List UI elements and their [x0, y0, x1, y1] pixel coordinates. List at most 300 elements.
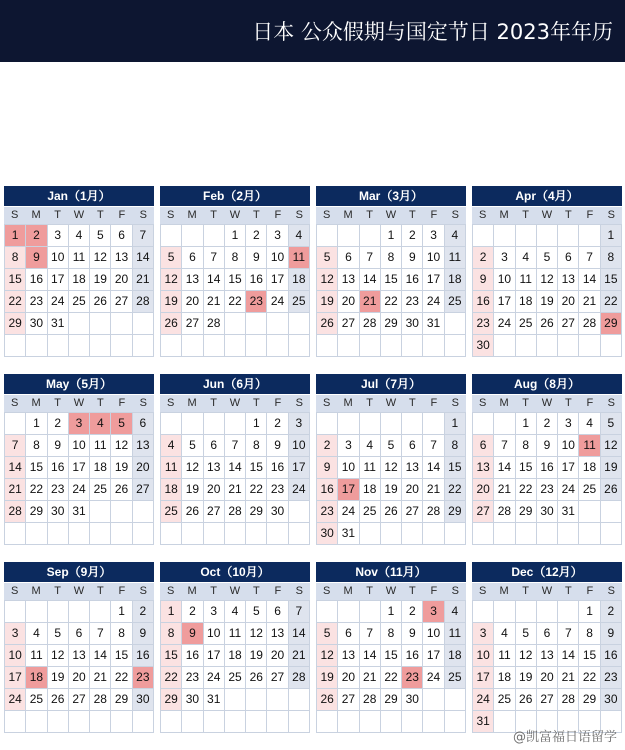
day-cell[interactable]: 27 — [267, 667, 288, 689]
day-cell[interactable]: 16 — [267, 457, 288, 479]
day-cell[interactable]: 28 — [579, 313, 600, 335]
day-cell[interactable]: 10 — [558, 435, 579, 457]
day-cell[interactable]: 18 — [360, 479, 381, 501]
day-cell[interactable]: 14 — [360, 645, 381, 667]
day-cell[interactable]: 5 — [48, 623, 69, 645]
day-cell[interactable]: 3 — [423, 225, 444, 247]
day-cell[interactable]: 22 — [5, 291, 26, 313]
day-cell[interactable]: 18 — [516, 291, 537, 313]
day-cell[interactable]: 4 — [289, 225, 310, 247]
day-cell[interactable]: 23 — [402, 291, 423, 313]
day-cell[interactable]: 11 — [445, 247, 466, 269]
day-cell[interactable]: 20 — [338, 667, 359, 689]
day-cell[interactable]: 1 — [381, 225, 402, 247]
day-cell[interactable]: 12 — [161, 269, 182, 291]
day-cell[interactable]: 14 — [360, 269, 381, 291]
day-cell[interactable]: 27 — [69, 689, 90, 711]
day-cell[interactable]: 12 — [246, 623, 267, 645]
day-cell[interactable]: 24 — [267, 291, 288, 313]
day-cell[interactable]: 23 — [601, 667, 622, 689]
day-cell[interactable]: 5 — [381, 435, 402, 457]
day-cell[interactable]: 25 — [494, 689, 515, 711]
day-cell[interactable]: 12 — [537, 269, 558, 291]
day-cell[interactable]: 26 — [182, 501, 203, 523]
day-cell[interactable]: 11 — [289, 247, 310, 269]
day-cell[interactable]: 24 — [69, 479, 90, 501]
day-cell[interactable]: 18 — [69, 269, 90, 291]
day-cell[interactable]: 4 — [225, 601, 246, 623]
day-cell[interactable]: 7 — [90, 623, 111, 645]
day-cell[interactable]: 10 — [423, 623, 444, 645]
day-cell[interactable]: 17 — [5, 667, 26, 689]
day-cell[interactable]: 16 — [473, 291, 494, 313]
day-cell[interactable]: 26 — [246, 667, 267, 689]
day-cell[interactable]: 5 — [317, 247, 338, 269]
day-cell[interactable]: 16 — [317, 479, 338, 501]
day-cell[interactable]: 19 — [48, 667, 69, 689]
day-cell[interactable]: 10 — [5, 645, 26, 667]
day-cell[interactable]: 9 — [402, 623, 423, 645]
day-cell[interactable]: 6 — [402, 435, 423, 457]
day-cell[interactable]: 25 — [161, 501, 182, 523]
day-cell[interactable]: 7 — [494, 435, 515, 457]
day-cell[interactable]: 18 — [579, 457, 600, 479]
day-cell[interactable]: 13 — [133, 435, 154, 457]
day-cell[interactable]: 17 — [473, 667, 494, 689]
day-cell[interactable]: 19 — [317, 291, 338, 313]
day-cell[interactable]: 24 — [338, 501, 359, 523]
day-cell[interactable]: 5 — [317, 623, 338, 645]
day-cell[interactable]: 14 — [5, 457, 26, 479]
day-cell[interactable]: 5 — [537, 247, 558, 269]
day-cell[interactable]: 24 — [289, 479, 310, 501]
day-cell[interactable]: 9 — [537, 435, 558, 457]
day-cell[interactable]: 23 — [402, 667, 423, 689]
day-cell[interactable]: 27 — [133, 479, 154, 501]
day-cell[interactable]: 14 — [579, 269, 600, 291]
day-cell[interactable]: 13 — [558, 269, 579, 291]
day-cell[interactable]: 3 — [423, 601, 444, 623]
day-cell[interactable]: 2 — [246, 225, 267, 247]
day-cell[interactable]: 19 — [601, 457, 622, 479]
day-cell[interactable]: 3 — [289, 413, 310, 435]
day-cell[interactable]: 31 — [338, 523, 359, 545]
day-cell[interactable]: 23 — [26, 291, 47, 313]
day-cell[interactable]: 3 — [267, 225, 288, 247]
day-cell[interactable]: 21 — [579, 291, 600, 313]
day-cell[interactable]: 31 — [473, 711, 494, 733]
day-cell[interactable]: 2 — [601, 601, 622, 623]
day-cell[interactable]: 11 — [69, 247, 90, 269]
day-cell[interactable]: 10 — [69, 435, 90, 457]
day-cell[interactable]: 8 — [26, 435, 47, 457]
day-cell[interactable]: 23 — [267, 479, 288, 501]
day-cell[interactable]: 9 — [133, 623, 154, 645]
day-cell[interactable]: 7 — [204, 247, 225, 269]
day-cell[interactable]: 3 — [5, 623, 26, 645]
day-cell[interactable]: 31 — [48, 313, 69, 335]
day-cell[interactable]: 11 — [90, 435, 111, 457]
day-cell[interactable]: 28 — [204, 313, 225, 335]
day-cell[interactable]: 26 — [516, 689, 537, 711]
day-cell[interactable]: 9 — [48, 435, 69, 457]
day-cell[interactable]: 17 — [69, 457, 90, 479]
day-cell[interactable]: 26 — [111, 479, 132, 501]
day-cell[interactable]: 30 — [317, 523, 338, 545]
day-cell[interactable]: 27 — [473, 501, 494, 523]
day-cell[interactable]: 26 — [537, 313, 558, 335]
day-cell[interactable]: 26 — [317, 689, 338, 711]
day-cell[interactable]: 13 — [338, 269, 359, 291]
day-cell[interactable]: 15 — [161, 645, 182, 667]
day-cell[interactable]: 10 — [494, 269, 515, 291]
day-cell[interactable]: 20 — [402, 479, 423, 501]
day-cell[interactable]: 14 — [289, 623, 310, 645]
day-cell[interactable]: 27 — [537, 689, 558, 711]
day-cell[interactable]: 22 — [246, 479, 267, 501]
day-cell[interactable]: 12 — [381, 457, 402, 479]
day-cell[interactable]: 3 — [69, 413, 90, 435]
day-cell[interactable]: 5 — [516, 623, 537, 645]
day-cell[interactable]: 10 — [48, 247, 69, 269]
day-cell[interactable]: 27 — [204, 501, 225, 523]
day-cell[interactable]: 29 — [111, 689, 132, 711]
day-cell[interactable]: 2 — [182, 601, 203, 623]
day-cell[interactable]: 14 — [204, 269, 225, 291]
day-cell[interactable]: 2 — [473, 247, 494, 269]
day-cell[interactable]: 24 — [423, 667, 444, 689]
day-cell[interactable]: 14 — [133, 247, 154, 269]
day-cell[interactable]: 2 — [537, 413, 558, 435]
day-cell[interactable]: 28 — [558, 689, 579, 711]
day-cell[interactable]: 26 — [90, 291, 111, 313]
day-cell[interactable]: 21 — [133, 269, 154, 291]
day-cell[interactable]: 28 — [225, 501, 246, 523]
day-cell[interactable]: 27 — [402, 501, 423, 523]
day-cell[interactable]: 24 — [5, 689, 26, 711]
day-cell[interactable]: 19 — [317, 667, 338, 689]
day-cell[interactable]: 10 — [204, 623, 225, 645]
day-cell[interactable]: 18 — [225, 645, 246, 667]
day-cell[interactable]: 9 — [182, 623, 203, 645]
day-cell[interactable]: 18 — [161, 479, 182, 501]
day-cell[interactable]: 16 — [601, 645, 622, 667]
day-cell[interactable]: 16 — [537, 457, 558, 479]
day-cell[interactable]: 20 — [537, 667, 558, 689]
day-cell[interactable]: 28 — [360, 313, 381, 335]
day-cell[interactable]: 17 — [48, 269, 69, 291]
day-cell[interactable]: 9 — [246, 247, 267, 269]
day-cell[interactable]: 19 — [161, 291, 182, 313]
day-cell[interactable]: 6 — [338, 623, 359, 645]
day-cell[interactable]: 14 — [558, 645, 579, 667]
day-cell[interactable]: 30 — [402, 689, 423, 711]
day-cell[interactable]: 22 — [111, 667, 132, 689]
day-cell[interactable]: 15 — [601, 269, 622, 291]
day-cell[interactable]: 11 — [161, 457, 182, 479]
day-cell[interactable]: 17 — [423, 269, 444, 291]
day-cell[interactable]: 12 — [601, 435, 622, 457]
day-cell[interactable]: 17 — [423, 645, 444, 667]
day-cell[interactable]: 5 — [182, 435, 203, 457]
day-cell[interactable]: 4 — [360, 435, 381, 457]
day-cell[interactable]: 26 — [48, 689, 69, 711]
day-cell[interactable]: 6 — [537, 623, 558, 645]
day-cell[interactable]: 29 — [246, 501, 267, 523]
day-cell[interactable]: 30 — [133, 689, 154, 711]
day-cell[interactable]: 3 — [48, 225, 69, 247]
day-cell[interactable]: 15 — [5, 269, 26, 291]
day-cell[interactable]: 22 — [516, 479, 537, 501]
day-cell[interactable]: 20 — [69, 667, 90, 689]
day-cell[interactable]: 25 — [445, 667, 466, 689]
day-cell[interactable]: 1 — [516, 413, 537, 435]
day-cell[interactable]: 26 — [381, 501, 402, 523]
day-cell[interactable]: 7 — [289, 601, 310, 623]
day-cell[interactable]: 8 — [161, 623, 182, 645]
day-cell[interactable]: 16 — [48, 457, 69, 479]
day-cell[interactable]: 20 — [133, 457, 154, 479]
day-cell[interactable]: 9 — [317, 457, 338, 479]
day-cell[interactable]: 25 — [90, 479, 111, 501]
day-cell[interactable]: 6 — [338, 247, 359, 269]
day-cell[interactable]: 27 — [182, 313, 203, 335]
day-cell[interactable]: 19 — [381, 479, 402, 501]
day-cell[interactable]: 10 — [267, 247, 288, 269]
day-cell[interactable]: 28 — [494, 501, 515, 523]
day-cell[interactable]: 31 — [423, 313, 444, 335]
day-cell[interactable]: 27 — [558, 313, 579, 335]
day-cell[interactable]: 20 — [111, 269, 132, 291]
day-cell[interactable]: 2 — [26, 225, 47, 247]
day-cell[interactable]: 11 — [360, 457, 381, 479]
day-cell[interactable]: 6 — [111, 225, 132, 247]
day-cell[interactable]: 15 — [111, 645, 132, 667]
day-cell[interactable]: 6 — [473, 435, 494, 457]
day-cell[interactable]: 16 — [26, 269, 47, 291]
day-cell[interactable]: 7 — [5, 435, 26, 457]
day-cell[interactable]: 21 — [423, 479, 444, 501]
day-cell[interactable]: 27 — [338, 313, 359, 335]
day-cell[interactable]: 7 — [360, 623, 381, 645]
day-cell[interactable]: 13 — [267, 623, 288, 645]
day-cell[interactable]: 4 — [69, 225, 90, 247]
day-cell[interactable]: 29 — [516, 501, 537, 523]
day-cell[interactable]: 15 — [26, 457, 47, 479]
day-cell[interactable]: 15 — [445, 457, 466, 479]
day-cell[interactable]: 3 — [494, 247, 515, 269]
day-cell[interactable]: 8 — [5, 247, 26, 269]
day-cell[interactable]: 13 — [69, 645, 90, 667]
day-cell[interactable]: 12 — [48, 645, 69, 667]
day-cell[interactable]: 28 — [90, 689, 111, 711]
day-cell[interactable]: 31 — [204, 689, 225, 711]
day-cell[interactable]: 29 — [579, 689, 600, 711]
day-cell[interactable]: 8 — [246, 435, 267, 457]
day-cell[interactable]: 25 — [445, 291, 466, 313]
day-cell[interactable]: 7 — [579, 247, 600, 269]
day-cell[interactable]: 14 — [494, 457, 515, 479]
day-cell[interactable]: 20 — [267, 645, 288, 667]
day-cell[interactable]: 2 — [133, 601, 154, 623]
day-cell[interactable]: 18 — [494, 667, 515, 689]
day-cell[interactable]: 13 — [402, 457, 423, 479]
day-cell[interactable]: 9 — [601, 623, 622, 645]
day-cell[interactable]: 9 — [473, 269, 494, 291]
day-cell[interactable]: 24 — [48, 291, 69, 313]
day-cell[interactable]: 19 — [182, 479, 203, 501]
day-cell[interactable]: 5 — [601, 413, 622, 435]
day-cell[interactable]: 25 — [516, 313, 537, 335]
day-cell[interactable]: 4 — [579, 413, 600, 435]
day-cell[interactable]: 3 — [338, 435, 359, 457]
day-cell[interactable]: 13 — [204, 457, 225, 479]
day-cell[interactable]: 7 — [225, 435, 246, 457]
day-cell[interactable]: 30 — [26, 313, 47, 335]
day-cell[interactable]: 17 — [558, 457, 579, 479]
day-cell[interactable]: 11 — [225, 623, 246, 645]
day-cell[interactable]: 17 — [267, 269, 288, 291]
day-cell[interactable]: 7 — [558, 623, 579, 645]
day-cell[interactable]: 1 — [381, 601, 402, 623]
day-cell[interactable]: 1 — [246, 413, 267, 435]
day-cell[interactable]: 17 — [494, 291, 515, 313]
day-cell[interactable]: 11 — [445, 623, 466, 645]
day-cell[interactable]: 1 — [26, 413, 47, 435]
day-cell[interactable]: 6 — [267, 601, 288, 623]
day-cell[interactable]: 21 — [360, 667, 381, 689]
day-cell[interactable]: 26 — [161, 313, 182, 335]
day-cell[interactable]: 21 — [5, 479, 26, 501]
day-cell[interactable]: 15 — [381, 645, 402, 667]
day-cell[interactable]: 8 — [381, 623, 402, 645]
day-cell[interactable]: 8 — [579, 623, 600, 645]
day-cell[interactable]: 19 — [90, 269, 111, 291]
day-cell[interactable]: 31 — [558, 501, 579, 523]
day-cell[interactable]: 28 — [423, 501, 444, 523]
day-cell[interactable]: 12 — [317, 645, 338, 667]
day-cell[interactable]: 23 — [473, 313, 494, 335]
day-cell[interactable]: 4 — [445, 225, 466, 247]
day-cell[interactable]: 16 — [402, 269, 423, 291]
day-cell[interactable]: 20 — [473, 479, 494, 501]
day-cell[interactable]: 29 — [445, 501, 466, 523]
day-cell[interactable]: 2 — [317, 435, 338, 457]
day-cell[interactable]: 27 — [111, 291, 132, 313]
day-cell[interactable]: 10 — [423, 247, 444, 269]
day-cell[interactable]: 30 — [601, 689, 622, 711]
day-cell[interactable]: 1 — [579, 601, 600, 623]
day-cell[interactable]: 13 — [182, 269, 203, 291]
day-cell[interactable]: 15 — [381, 269, 402, 291]
day-cell[interactable]: 22 — [601, 291, 622, 313]
day-cell[interactable]: 8 — [601, 247, 622, 269]
day-cell[interactable]: 1 — [601, 225, 622, 247]
day-cell[interactable]: 22 — [381, 667, 402, 689]
day-cell[interactable]: 8 — [381, 247, 402, 269]
day-cell[interactable]: 5 — [90, 225, 111, 247]
day-cell[interactable]: 17 — [289, 457, 310, 479]
day-cell[interactable]: 29 — [5, 313, 26, 335]
day-cell[interactable]: 29 — [601, 313, 622, 335]
day-cell[interactable]: 4 — [26, 623, 47, 645]
day-cell[interactable]: 26 — [317, 313, 338, 335]
day-cell[interactable]: 29 — [26, 501, 47, 523]
day-cell[interactable]: 12 — [90, 247, 111, 269]
day-cell[interactable]: 13 — [537, 645, 558, 667]
day-cell[interactable]: 30 — [267, 501, 288, 523]
day-cell[interactable]: 27 — [338, 689, 359, 711]
day-cell[interactable]: 24 — [204, 667, 225, 689]
day-cell[interactable]: 14 — [423, 457, 444, 479]
day-cell[interactable]: 15 — [225, 269, 246, 291]
day-cell[interactable]: 3 — [558, 413, 579, 435]
day-cell[interactable]: 11 — [494, 645, 515, 667]
day-cell[interactable]: 16 — [402, 645, 423, 667]
day-cell[interactable]: 29 — [381, 313, 402, 335]
day-cell[interactable]: 16 — [133, 645, 154, 667]
day-cell[interactable]: 30 — [182, 689, 203, 711]
day-cell[interactable]: 23 — [133, 667, 154, 689]
day-cell[interactable]: 3 — [473, 623, 494, 645]
day-cell[interactable]: 22 — [225, 291, 246, 313]
day-cell[interactable]: 28 — [133, 291, 154, 313]
day-cell[interactable]: 24 — [558, 479, 579, 501]
day-cell[interactable]: 20 — [558, 291, 579, 313]
day-cell[interactable]: 23 — [182, 667, 203, 689]
day-cell[interactable]: 7 — [423, 435, 444, 457]
day-cell[interactable]: 1 — [161, 601, 182, 623]
day-cell[interactable]: 2 — [402, 225, 423, 247]
day-cell[interactable]: 14 — [225, 457, 246, 479]
day-cell[interactable]: 11 — [26, 645, 47, 667]
day-cell[interactable]: 23 — [537, 479, 558, 501]
day-cell[interactable]: 25 — [26, 689, 47, 711]
day-cell[interactable]: 4 — [90, 413, 111, 435]
day-cell[interactable]: 18 — [26, 667, 47, 689]
day-cell[interactable]: 19 — [516, 667, 537, 689]
day-cell[interactable]: 16 — [182, 645, 203, 667]
day-cell[interactable]: 25 — [360, 501, 381, 523]
day-cell[interactable]: 2 — [48, 413, 69, 435]
day-cell[interactable]: 22 — [445, 479, 466, 501]
day-cell[interactable]: 22 — [381, 291, 402, 313]
day-cell[interactable]: 6 — [558, 247, 579, 269]
day-cell[interactable]: 21 — [494, 479, 515, 501]
day-cell[interactable]: 11 — [516, 269, 537, 291]
day-cell[interactable]: 21 — [225, 479, 246, 501]
day-cell[interactable]: 4 — [445, 601, 466, 623]
day-cell[interactable]: 10 — [289, 435, 310, 457]
day-cell[interactable]: 14 — [90, 645, 111, 667]
day-cell[interactable]: 20 — [338, 291, 359, 313]
day-cell[interactable]: 17 — [204, 645, 225, 667]
day-cell[interactable]: 8 — [445, 435, 466, 457]
day-cell[interactable]: 28 — [5, 501, 26, 523]
day-cell[interactable]: 13 — [111, 247, 132, 269]
day-cell[interactable]: 2 — [267, 413, 288, 435]
day-cell[interactable]: 5 — [161, 247, 182, 269]
day-cell[interactable]: 7 — [133, 225, 154, 247]
day-cell[interactable]: 3 — [204, 601, 225, 623]
day-cell[interactable]: 4 — [516, 247, 537, 269]
day-cell[interactable]: 4 — [494, 623, 515, 645]
day-cell[interactable]: 18 — [445, 645, 466, 667]
day-cell[interactable]: 25 — [289, 291, 310, 313]
day-cell[interactable]: 22 — [579, 667, 600, 689]
day-cell[interactable]: 15 — [246, 457, 267, 479]
day-cell[interactable]: 31 — [69, 501, 90, 523]
